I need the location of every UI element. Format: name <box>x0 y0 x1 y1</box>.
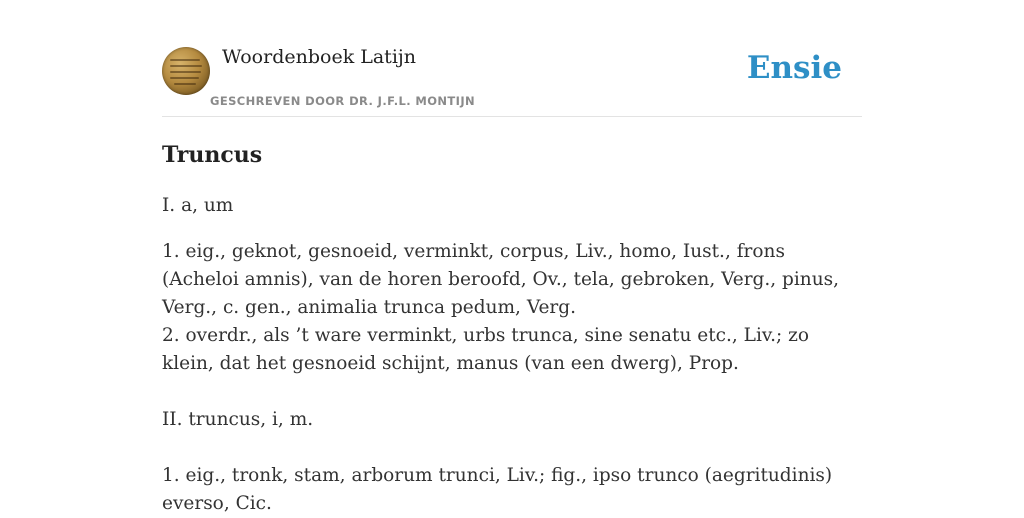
definition-line: 1. eig., tronk, stam, arborum trunci, Liv.; fig., ipso trunco (aegritudinis) everso, Cic. <box>162 465 833 514</box>
line-break <box>162 378 862 406</box>
dictionary-title[interactable]: Woordenboek Latijn <box>222 46 417 68</box>
sense-heading: II. truncus, i, m. <box>162 409 314 430</box>
latin-coin-icon[interactable] <box>162 47 210 95</box>
line-break <box>162 434 862 462</box>
brand-logo[interactable]: Ensie <box>746 50 842 86</box>
definition-line: 1. eig., geknot, gesnoeid, verminkt, corpus, Liv., homo, Iust., frons (Acheloi amnis), van de horen beroofd, Ov., tela, gebroken, Verg., pinus, Verg., c. gen., animalia trunca pedum, Verg. <box>162 241 839 318</box>
definition-line: 2. overdr., als ’t ware verminkt, urbs trunca, sine senatu etc., Liv.; zo klein, dat het gesnoeid schijnt, manus (van een dwerg), Prop. <box>162 325 810 374</box>
site-header <box>162 44 862 117</box>
author-byline: GESCHREVEN DOOR DR. J.F.L. MONTIJN <box>210 94 476 108</box>
entry-content <box>162 140 862 518</box>
entry-title: Truncus <box>162 142 263 168</box>
sense-heading: I. a, um <box>162 195 234 216</box>
definition-block <box>162 238 862 518</box>
